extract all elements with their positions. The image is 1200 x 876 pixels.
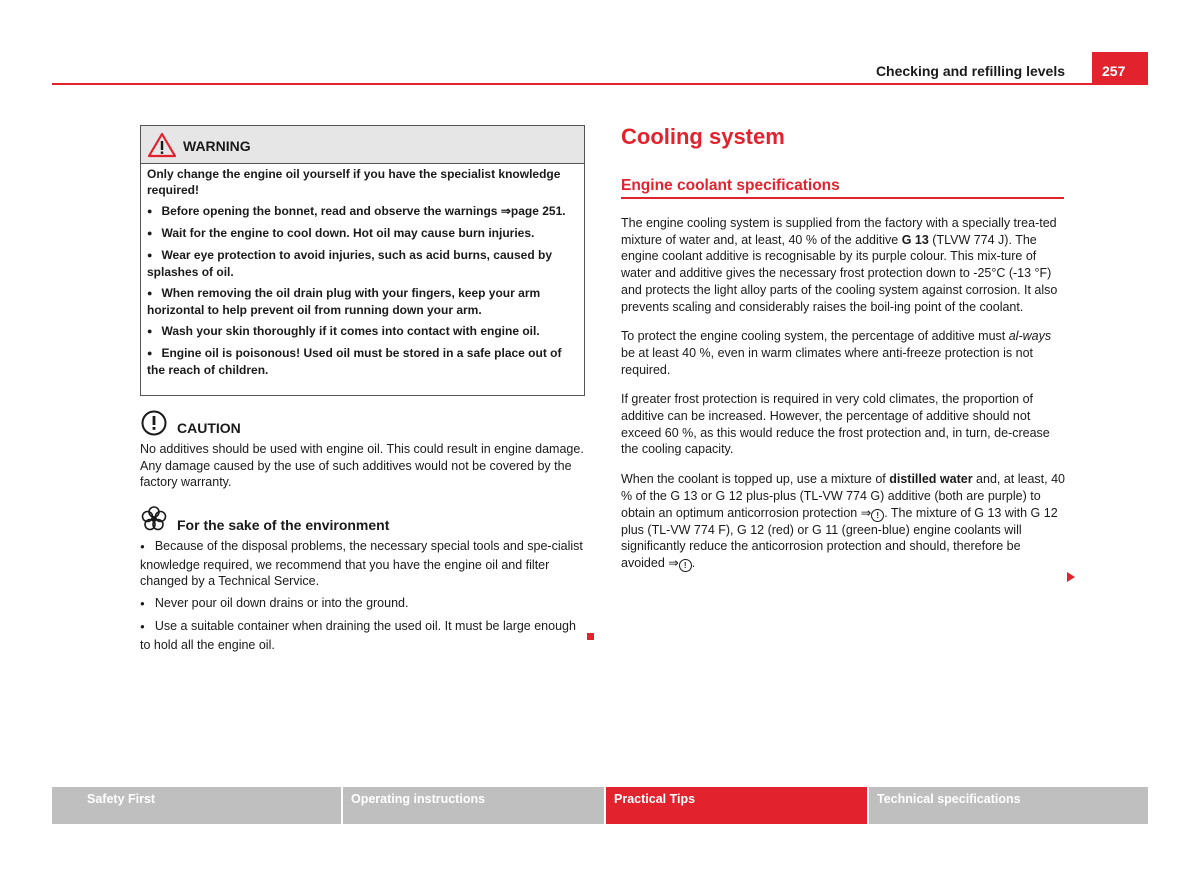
warning-header: [141, 126, 584, 164]
environment-item: ● Never pour oil down drains or into the ground.: [140, 595, 586, 614]
header-rule: [52, 83, 1148, 85]
caution-ref-icon[interactable]: !: [871, 509, 884, 522]
environment-item: ● Use a suitable container when draining the used oil. It must be large enough to hold all the engine oil.: [140, 618, 586, 653]
warning-item: ● When removing the oil drain plug with your fingers, keep your arm horizontal to help prevent oil from running down your arm.: [147, 285, 576, 318]
nav-tab-safety-first[interactable]: Safety First: [52, 787, 341, 824]
environment-flower-icon: [140, 505, 168, 533]
caution-text: No additives should be used with engine oil. This could result in engine damage. Any damage caused by the use of such additives would not be covered by the factory warranty.: [140, 442, 584, 489]
coolant-paragraph-1: The engine cooling system is supplied from the factory with a specially trea-ted mixture of water and, at least, 40 % of the additive G 13 (TLVW 774 J). The engine coolant additive is recognisable by its purple colour. This mix-ture of water and additive gives the necessary frost protection down to -25°C (-13 °F) and protects the light alloy parts of the cooling system against corrosion. It also prevents scaling and considerably raises the boil-ing point of the coolant.: [621, 216, 1058, 314]
coolant-paragraph-2: To protect the engine cooling system, the percentage of additive must al-ways be at least 40 %, even in warm climates where anti-freeze protection is not required.: [621, 329, 1052, 377]
environment-body: [140, 538, 586, 658]
environment-item: ● Because of the disposal problems, the necessary special tools and spe-cialist knowledge required, we recommend that you have the engine oil and filter changed by a Technical Service.: [140, 538, 586, 590]
subsection-title: Engine coolant specifications: [621, 177, 840, 194]
warning-item: ● Wash your skin thoroughly if it comes into contact with engine oil.: [147, 323, 576, 340]
nav-tab-operating-instructions[interactable]: Operating instructions: [343, 787, 604, 824]
caution-exclamation-icon: [141, 410, 167, 436]
section-end-square-icon: [587, 633, 594, 640]
section-title: Cooling system: [621, 124, 785, 149]
warning-item: ● Wait for the engine to cool down. Hot oil may cause burn injuries.: [147, 225, 576, 242]
caution-label: CAUTION: [177, 420, 241, 436]
warning-item: ● Engine oil is poisonous! Used oil must be stored in a safe place out of the reach of children.: [147, 345, 576, 378]
subsection-rule: [621, 197, 1064, 199]
warning-triangle-icon: [147, 132, 177, 158]
warning-intro: Only change the engine oil yourself if you have the specialist knowledge required!: [147, 167, 561, 197]
continued-arrow-icon: [1067, 572, 1075, 582]
page-number-badge: [1092, 52, 1148, 85]
running-header-title: Checking and refilling levels: [875, 63, 1065, 79]
warning-item: ● Before opening the bonnet, read and observe the warnings ⇒page 251.: [147, 203, 576, 220]
coolant-paragraph-4: When the coolant is topped up, use a mixture of distilled water and, at least, 40 % of the G 13 or G 12 plus-plus (TL-VW 774 G) additive (both are purple) to obtain an optimum anticorrosion protection ⇒ ! . The mixture of G 13 with G 12 plus (TL-VW 774 F), G 12 (red) or G 11 (green-blue) engine coolants will significantly reduce the anticorrosion protection and should, therefore be avoided ⇒ ! .: [621, 472, 1066, 570]
coolant-body: [621, 215, 1067, 585]
warning-body: [147, 166, 576, 383]
warning-label: WARNING: [183, 138, 251, 154]
warning-box: [140, 125, 585, 396]
nav-tab-practical-tips[interactable]: Practical Tips: [606, 787, 867, 824]
environment-label: For the sake of the environment: [177, 517, 390, 533]
caution-ref-icon[interactable]: !: [679, 559, 692, 572]
page-number: 257: [1102, 63, 1126, 79]
coolant-paragraph-3: If greater frost protection is required in very cold climates, the proportion of additive can be increased. However, the percentage of additive should not exceed 60 %, as this would reduce the frost protection and, in turn, de-crease the cooling capacity.: [621, 392, 1050, 457]
warning-item: ● Wear eye protection to avoid injuries, such as acid burns, caused by splashes of oil.: [147, 247, 576, 280]
nav-tab-technical-specifications[interactable]: Technical specifications: [869, 787, 1148, 824]
